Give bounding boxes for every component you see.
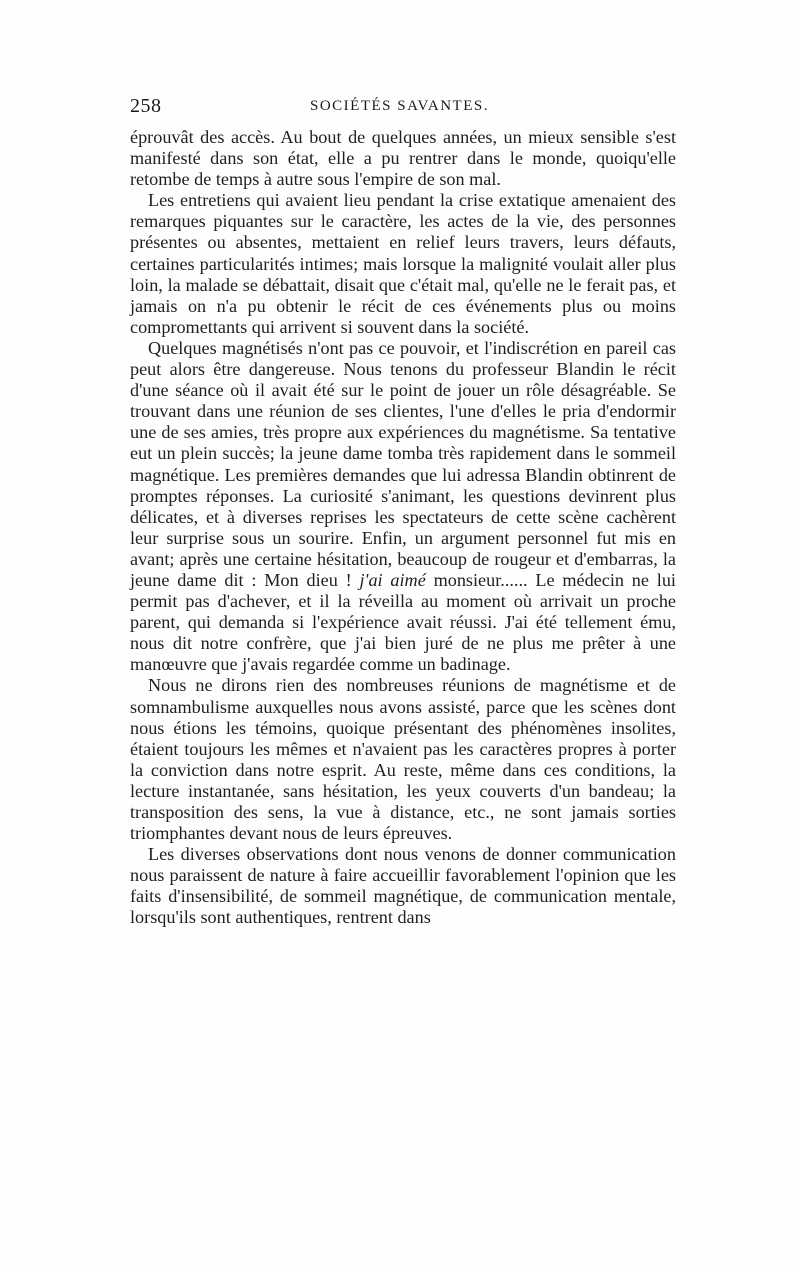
body-text (130, 127, 676, 929)
paragraph-2: Les entretiens qui avaient lieu pendant la crise extatique amenaient des remarques piquantes sur le caractère, les actes de la vie, des personnes présentes ou absentes, mettaient en relief leurs travers, leurs défauts, certaines particularités intimes; mais lorsque la malignité voulait aller plus loin, la malade se débattait, disait que c'était mal, qu'elle ne le ferait pas, et jamais on n'a pu obtenir le récit de ces événements plus ou moins compromettants qui arrivent si souvent dans la société. (130, 190, 676, 337)
paragraph-3-text-before: Quelques magnétisés n'ont pas ce pouvoir, et l'indiscrétion en pareil cas peut alors être dangereuse. Nous tenons du professeur Blandin le récit d'une séance où il avait été sur le point de jouer un rôle désagréable. Se trouvant dans une réunion de ses clientes, l'une d'elles le pria d'endormir une de ses amies, très propre aux expériences du magnétisme. Sa tentative eut un plein succès; la jeune dame tomba très rapidement dans le sommeil magnétique. Les premières demandes que lui adressa Blandin obtinrent de promptes réponses. La curiosité s'animant, les questions devinrent plus délicates, et à diverses reprises les spectateurs de cette scène cachèrent leur surprise sous un sourire. Enfin, un argument personnel fut mis en avant; après une certaine hésitation, beaucoup de rougeur et d'embarras, la jeune dame dit : Mon dieu ! (130, 337, 676, 590)
paragraph-3-emphasis: j'ai aimé (359, 569, 426, 590)
page-number: 258 (130, 95, 162, 117)
running-head: SOCIÉTÉS SAVANTES. (310, 98, 489, 114)
paragraph-3 (130, 338, 676, 676)
paragraph-5: Les diverses observations dont nous venons de donner communication nous paraissent de nature à faire accueillir favorablement l'opinion que les faits d'insensibilité, de sommeil magnétique, de communication mentale, lorsqu'ils sont authentiques, rentrent dans (130, 844, 676, 928)
paragraph-3-text-after: monsieur...... Le médecin ne lui permit pas d'achever, et il la réveilla au moment où arrivait un proche parent, qui demanda si l'expérience avait réussi. J'ai été tellement ému, nous dit notre confrère, que j'ai bien juré de ne plus me prêter à une manœuvre que j'avais regardée comme un badinage. (130, 569, 676, 675)
paragraph-4: Nous ne dirons rien des nombreuses réunions de magnétisme et de somnambulisme auxquelles nous avons assisté, parce que les scènes dont nous étions les témoins, quoique présentant des phénomènes insolites, étaient toujours les mêmes et n'avaient pas les caractères propres à porter la conviction dans notre esprit. Au reste, même dans ces conditions, la lecture instantanée, sans hésitation, les yeux couverts d'un bandeau; la transposition des sens, la vue à distance, etc., ne sont jamais sorties triomphantes devant nous de leurs épreuves. (130, 675, 676, 844)
paragraph-1: éprouvât des accès. Au bout de quelques années, un mieux sensible s'est manifesté dans son état, elle a pu rentrer dans le monde, quoiqu'elle retombe de temps à autre sous l'empire de son mal. (130, 127, 676, 190)
page-header (130, 95, 675, 121)
